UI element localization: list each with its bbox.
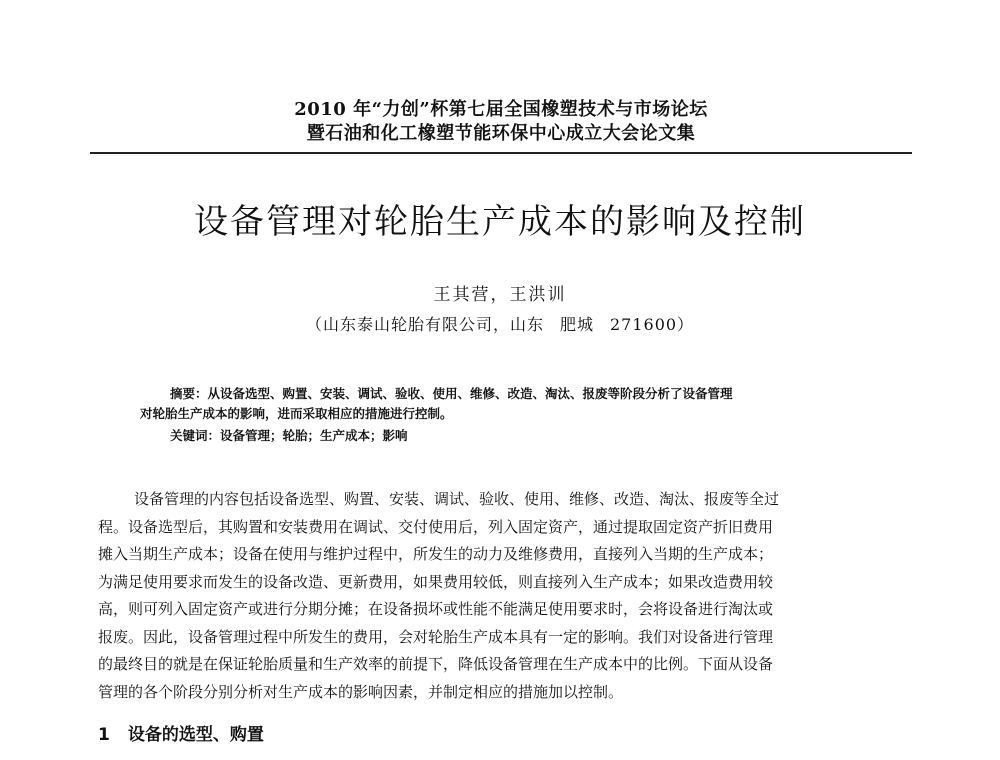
proceedings-header: [90, 98, 912, 146]
proceedings-title-line-1: 2010 年“力创”杯第七届全国橡塑技术与市场论坛: [294, 99, 708, 120]
abstract-block: [140, 384, 870, 446]
body-line: 为满足使用要求而发生的设备改造、更新费用，如果费用较低，则直接列入生产成本；如果改造费用较: [98, 572, 774, 591]
paper-title: 设备管理对轮胎生产成本的影响及控制: [194, 202, 806, 242]
affiliation-organization: （山东泰山轮胎有限公司，山东: [305, 315, 544, 334]
section-heading: [98, 722, 264, 748]
affiliation-city: 肥城: [559, 315, 594, 334]
body-line: 管理的各个阶段分别分析对生产成本的影响因素，并制定相应的措施加以控制。: [98, 682, 624, 701]
author-affiliation: [0, 314, 1000, 336]
body-line: 设备管理的内容包括设备选型、购置、安装、调试、验收、使用、维修、改造、淘汰、报废等全过: [134, 490, 780, 508]
header-divider: [90, 152, 912, 154]
section-number: 1: [98, 725, 110, 745]
paper-authors: 王其营，王洪训: [433, 285, 567, 305]
affiliation-postcode: 271600）: [609, 315, 695, 334]
abstract-line: 摘要：从设备选型、购置、安装、调试、验收、使用、维修、改造、淘汰、报废等阶段分析了设备管理: [170, 386, 733, 401]
section-title: 设备的选型、购置: [127, 725, 264, 745]
body-line: 高，则可列入固定资产或进行分期分摊；在设备损坏或性能不能满足使用要求时，会将设备进行淘汰或: [98, 600, 774, 618]
body-line: 程。设备选型后，其购置和安装费用在调试、交付使用后，列入固定资产，通过提取固定资产折旧费用: [98, 517, 774, 536]
body-paragraph: [98, 486, 918, 706]
body-line: 报废。因此，设备管理过程中所发生的费用，会对轮胎生产成本具有一定的影响。我们对设备进行管理: [98, 627, 774, 646]
keywords-line: 关键词：设备管理；轮胎；生产成本；影响: [170, 428, 408, 443]
proceedings-title-line-2: 暨石油和化工橡塑节能环保中心成立大会论文集: [306, 123, 696, 144]
abstract-line: 对轮胎生产成本的影响，进而采取相应的措施进行控制。: [140, 406, 453, 421]
body-line: 摊入当期生产成本；设备在使用与维护过程中，所发生的动力及维修费用，直接列入当期的生产成本；: [98, 545, 774, 563]
body-line: 的最终目的就是在保证轮胎质量和生产效率的前提下，降低设备管理在生产成本中的比例。下面从设备: [98, 655, 774, 673]
